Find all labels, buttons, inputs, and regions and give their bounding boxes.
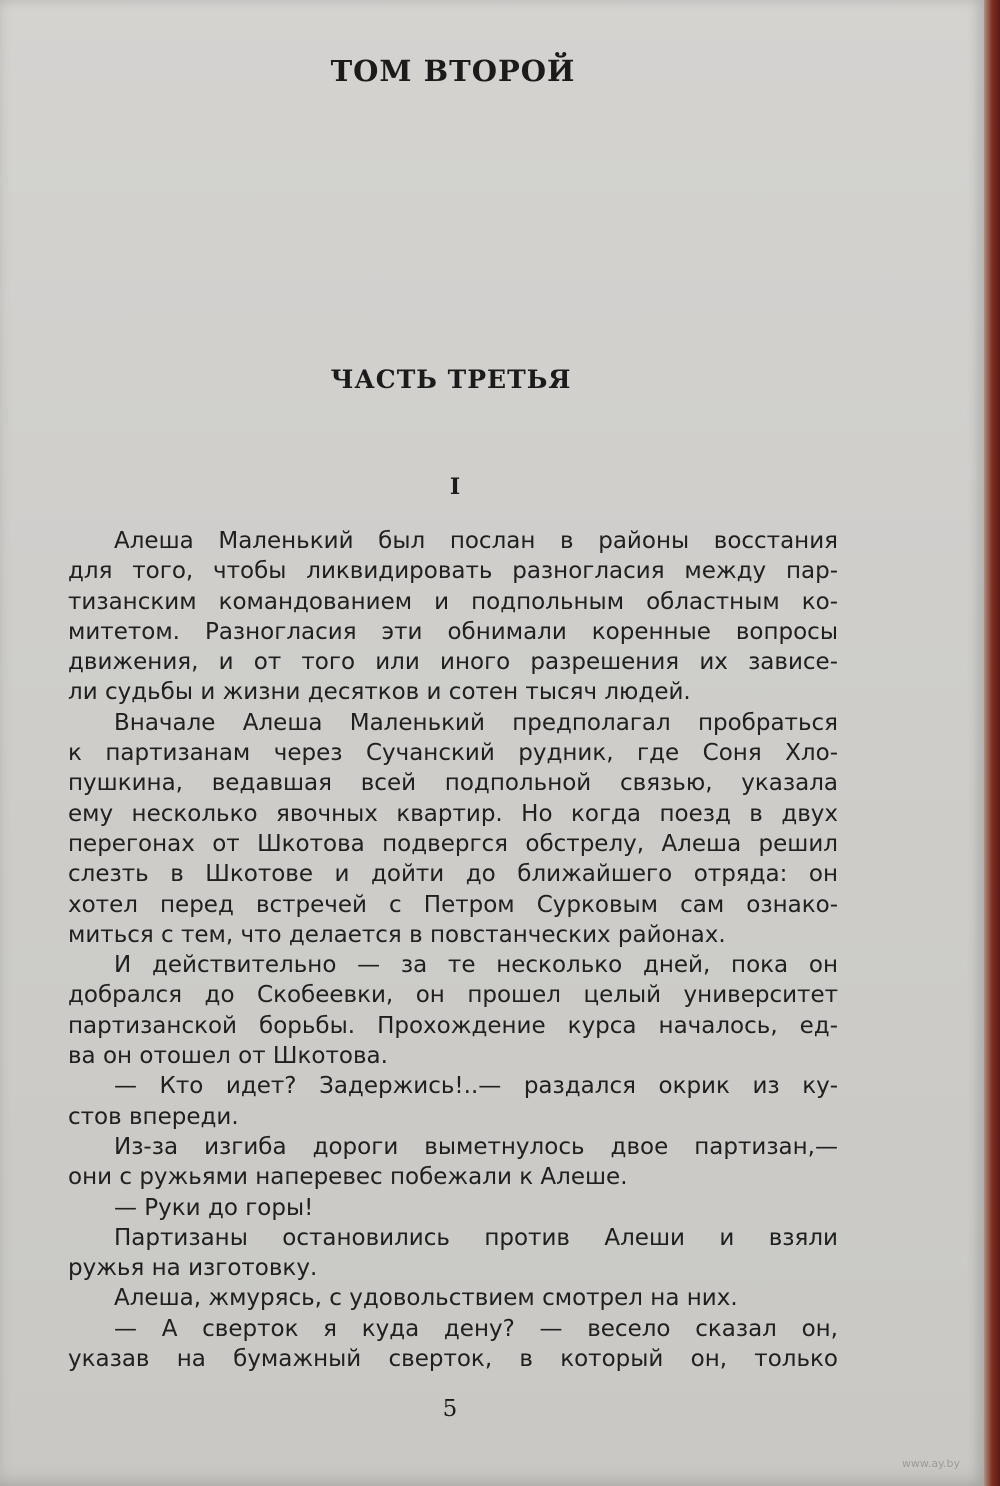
text-line: ва он отошел от Шкотова. [68,1043,388,1070]
text-line: для того, чтобы ликвидировать разногласия между пар- [68,558,838,585]
text-line: — Кто идет? Задержись!..— раздался окрик из ку- [114,1073,838,1100]
text-line: Алеша, жмурясь, с удовольствием смотрел на них. [114,1285,738,1312]
text-line: ружья на изготовку. [68,1255,318,1282]
text-line: Из-за изгиба дороги выметнулось двое партизан,— [114,1133,838,1160]
text-line: миться с тем, что делается в повстанческих районах. [68,921,726,948]
text-line: тизанским командованием и подпольным областным ко- [68,588,838,615]
book-edge-backdrop [982,0,1000,1486]
body-text [68,526,838,1374]
text-line: слезть в Шкотове и дойти до ближайшего отряда: он [68,861,838,888]
text-line: ли судьбы и жизни десятков и сотен тысяч людей. [68,679,691,706]
text-line: они с ружьями наперевес побежали к Алеше. [68,1164,628,1191]
text-line: хотел перед встречей с Петром Сурковым сам ознако- [68,891,838,918]
volume-title: ТОМ ВТОРОЙ [330,54,576,88]
watermark: www.ay.by [901,1457,960,1470]
text-line: партизанской борьбы. Прохождение курса началось, ед- [68,1012,838,1039]
text-line: — А сверток я куда дену? — весело сказал он, [114,1315,838,1342]
text-line: Вначале Алеша Маленький предполагал пробраться [114,709,838,736]
chapter-number: I [449,474,461,500]
text-line: ему несколько явочных квартир. Но когда поезд в двух [68,800,838,827]
text-line: И действительно — за те несколько дней, пока он [114,952,838,979]
text-line: Алеша Маленький был послан в районы восстания [114,528,838,554]
text-line: перегонах от Шкотова подвергся обстрелу, Алеша решил [68,830,838,857]
text-line: — Руки до горы! [114,1194,314,1221]
text-line: митетом. Разногласия эти обнимали коренные вопросы [68,618,838,645]
part-title: ЧАСТЬ ТРЕТЬЯ [330,365,572,394]
text-line: пушкина, ведавшая всей подпольной связью, указала [68,770,838,797]
text-line: стов впереди. [68,1103,239,1130]
text-line: Партизаны остановились против Алеши и взяли [114,1224,838,1251]
page-number: 5 [442,1396,458,1422]
text-line: к партизанам через Сучанский рудник, где Соня Хло- [68,740,838,767]
text-line: добрался до Скобеевки, он прошел целый университет [68,982,838,1009]
text-line: указав на бумажный сверток, в который он, только [68,1346,838,1373]
text-line: движения, и от того или иного разрешения их зависе- [68,649,838,676]
